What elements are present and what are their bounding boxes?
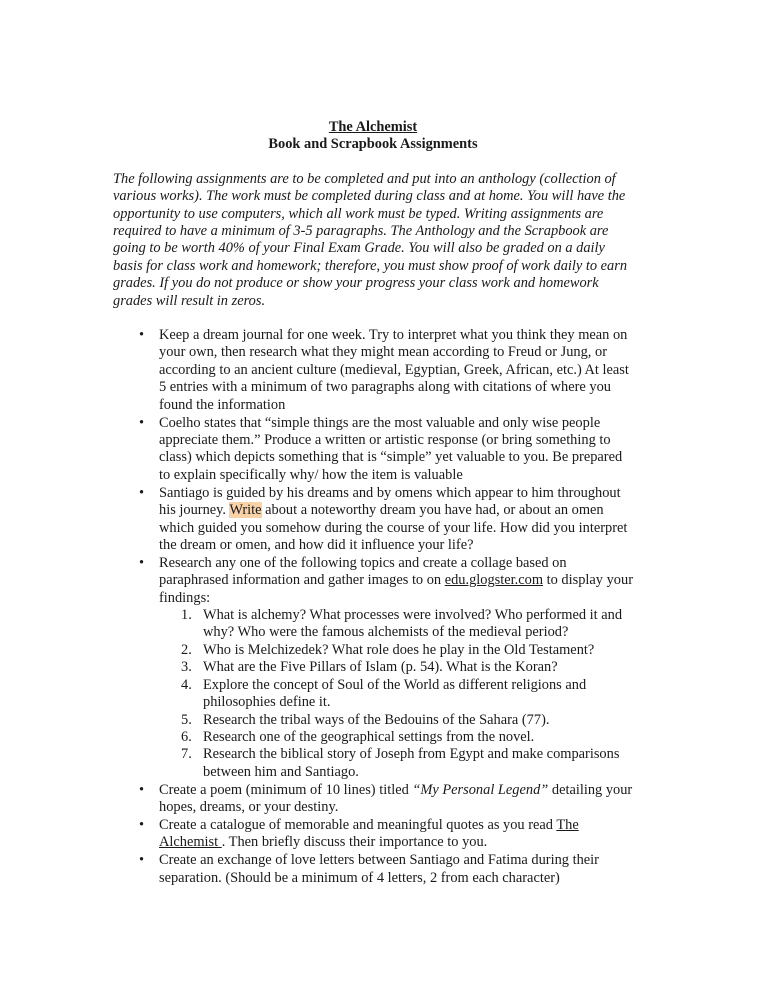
- topic-text: Research one of the geographical settings from the novel.: [203, 728, 535, 745]
- topic-item: [159, 729, 633, 746]
- assignment-text: Coelho states that “simple things are the most valuable and only wise people appreciate them.” Produce a written or artistic response (or bring something to class) which depicts something that is “simple” yet valuable to you. Be prepared to explain specifically why/ how the item is valuable: [159, 414, 623, 483]
- bullet-icon: •: [139, 484, 145, 501]
- bullet-icon: •: [139, 327, 145, 344]
- topic-item: [159, 746, 633, 781]
- bullet-icon: •: [139, 816, 145, 833]
- bullet-icon: •: [139, 414, 145, 431]
- topic-item: [159, 659, 633, 676]
- assignment-item: [113, 415, 633, 485]
- assignment-text: Research any one of the following topics and create a collage based on paraphrased information and gather images to on: [159, 554, 567, 589]
- topic-item: [159, 642, 633, 659]
- assignment-item: [113, 817, 633, 852]
- document-page: [113, 119, 633, 888]
- bullet-icon: •: [139, 781, 145, 798]
- assignment-item: [113, 782, 633, 817]
- topic-item: [159, 677, 633, 712]
- book-title: The Alchemist: [159, 816, 579, 851]
- topic-number: 3.: [181, 659, 192, 676]
- assignment-text: Create a catalogue of memorable and meaningful quotes as you read: [159, 816, 557, 833]
- bullet-icon: •: [139, 852, 145, 869]
- document-title: [113, 119, 633, 136]
- topic-item: [159, 712, 633, 729]
- topic-number: 1.: [181, 607, 192, 624]
- topic-text: Who is Melchizedek? What role does he play in the Old Testament?: [203, 641, 595, 658]
- topic-number: 2.: [181, 641, 192, 658]
- highlighted-word: Write: [229, 502, 262, 519]
- assignment-text: about a noteworthy dream you have had, or about an omen which guided you somehow during the course of your life. How did you interpret the dream or omen, and how did it influence your life?: [159, 502, 628, 553]
- document-subtitle: Book and Scrapbook Assignments: [268, 136, 478, 153]
- topic-list: [159, 607, 633, 781]
- bullet-icon: •: [139, 554, 145, 571]
- assignment-item: [113, 555, 633, 781]
- assignment-text: to display your findings:: [159, 572, 633, 606]
- assignment-item: [113, 327, 633, 414]
- assignment-item: [113, 852, 633, 887]
- topic-number: 5.: [181, 711, 192, 728]
- assignment-list: [113, 327, 633, 887]
- intro-paragraph: The following assignments are to be completed and put into an anthology (collection of various works). The work must be completed during class and at home. You will have the opportunity to use computers, which all work must be typed. Writing assignments are required to have a minimum of 3-5 paragraphs. The Anthology and the Scrapbook are going to be worth 40% of your Final Exam Grade. You will also be graded on a daily basis for class work and homework; therefore, you must show proof of work daily to earn grades. If you do not produce or show your progress your class work and homework grades will result in zeros.: [113, 170, 628, 309]
- title-text: The Alchemist: [328, 119, 418, 135]
- topic-text: Explore the concept of Soul of the World as different religions and philosophies define it.: [203, 676, 587, 711]
- topic-number: 4.: [181, 676, 192, 693]
- assignment-text: detailing your hopes, dreams, or your destiny.: [159, 781, 633, 816]
- topic-text: What is alchemy? What processes were involved? Who performed it and why? Who were the famous alchemists of the medieval period?: [203, 607, 623, 641]
- assignment-text: Santiago is guided by his dreams and by omens which appear to him throughout his journey.: [159, 484, 621, 519]
- poem-title: “My Personal Legend”: [412, 781, 549, 798]
- assignment-item: [113, 485, 633, 555]
- topic-text: Research the biblical story of Joseph from Egypt and make comparisons between him and Santiago.: [203, 746, 620, 780]
- topic-number: 6.: [181, 728, 192, 745]
- assignment-text: Keep a dream journal for one week. Try to interpret what you think they mean on your own, then research what they might mean according to Freud or Jung, or according to an ancient culture (medieval, Egyptian, Greek, African, etc.) At least 5 entries with a minimum of two paragraphs along with citations of where you found the information: [159, 327, 629, 413]
- assignment-text: Create an exchange of love letters between Santiago and Fatima during their separation. (Should be a minimum of 4 letters, 2 from each character): [159, 852, 599, 886]
- topic-text: Research the tribal ways of the Bedouins of the Sahara (77).: [203, 711, 550, 728]
- assignment-text: Create a poem (minimum of 10 lines) titled: [159, 781, 413, 798]
- topic-number: 7.: [181, 746, 192, 763]
- topic-item: [159, 607, 633, 642]
- assignment-text: . Then briefly discuss their importance to you.: [221, 834, 488, 851]
- glogster-link[interactable]: edu.glogster.com: [444, 572, 544, 589]
- topic-text: What are the Five Pillars of Islam (p. 54). What is the Koran?: [203, 659, 558, 676]
